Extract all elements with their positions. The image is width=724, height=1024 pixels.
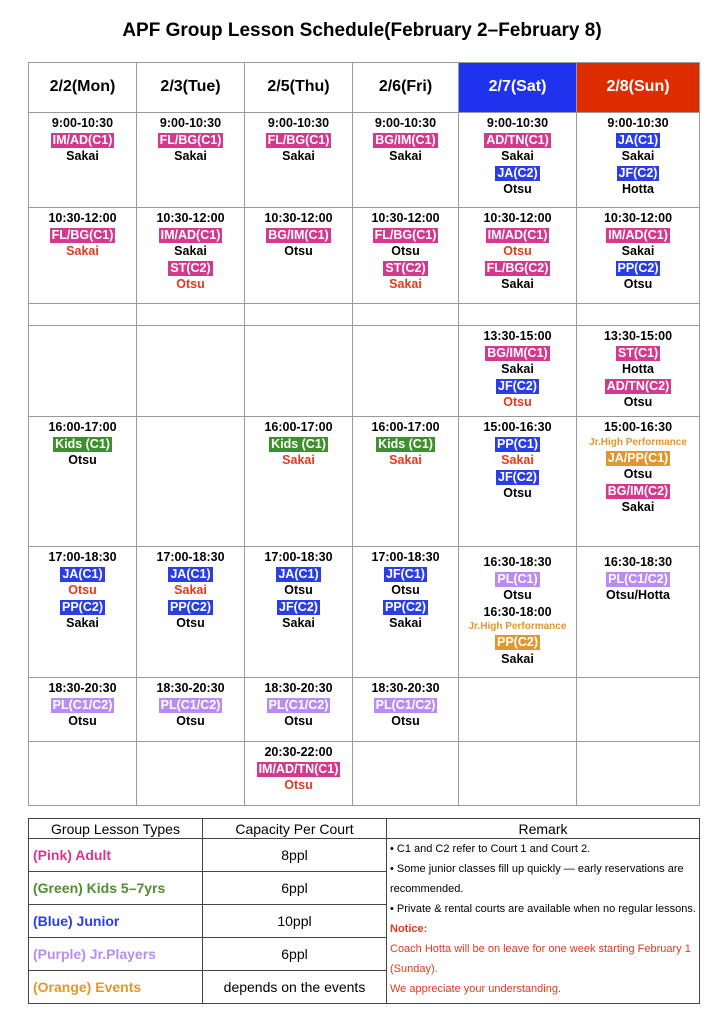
lesson-group	[29, 132, 136, 149]
lesson-group-tag: PL(C1/C2)	[160, 697, 221, 712]
schedule-cell	[245, 417, 353, 547]
lesson-sublabel: Jr.High Performance	[589, 436, 687, 448]
coach-name: Otsu	[284, 244, 313, 258]
schedule-row	[29, 208, 700, 304]
schedule-cell	[459, 208, 577, 304]
coach-name: Sakai	[66, 616, 99, 630]
coach-name: Sakai	[621, 244, 655, 258]
schedule-cell	[245, 678, 353, 742]
lesson-group	[577, 260, 699, 277]
lesson-time: 15:00-16:30	[483, 420, 552, 434]
schedule-cell	[29, 304, 137, 326]
schedule-cell	[353, 304, 459, 326]
schedule-cell	[353, 417, 459, 547]
lesson-group	[459, 634, 576, 651]
schedule-row	[29, 678, 700, 742]
coach-name: Sakai	[389, 149, 422, 163]
lesson-time: 9:00-10:30	[159, 116, 222, 130]
lesson-group-tag: PL(C1/C2)	[608, 571, 668, 586]
schedule-cell	[459, 678, 577, 742]
day-header-sun: 2/8(Sun)	[577, 63, 700, 113]
coach-name: Sakai	[174, 244, 207, 258]
lesson-group-tag: PP(C2)	[497, 635, 538, 649]
lesson-group-tag: BG/IM(C1)	[375, 132, 436, 147]
schedule-body	[29, 113, 700, 806]
lesson-group	[137, 132, 244, 149]
lesson-group	[137, 599, 244, 616]
lesson-group	[245, 599, 352, 616]
schedule-cell	[29, 742, 137, 806]
schedule-cell	[245, 326, 353, 417]
lesson-group-tag: Kids (C1)	[271, 436, 326, 451]
lesson-group	[353, 599, 458, 616]
coach-name: Otsu	[176, 616, 205, 630]
lesson-group	[459, 469, 576, 486]
lesson-group-tag: BG/IM(C2)	[607, 483, 669, 498]
lesson-group	[577, 227, 699, 244]
lesson-time: 17:00-18:30	[48, 550, 117, 564]
lesson-group	[137, 260, 244, 277]
legend-type-label: (Purple) Jr.Players	[29, 938, 203, 971]
lesson-group-tag: PP(C2)	[170, 599, 211, 614]
schedule-cell	[29, 113, 137, 208]
lesson-group	[459, 378, 576, 395]
coach-name: Otsu	[68, 714, 97, 728]
lesson-group	[245, 761, 352, 778]
coach-name: Otsu	[391, 583, 420, 597]
lesson-time: 16:00-17:00	[48, 420, 117, 434]
lesson-time: 13:30-15:00	[603, 329, 673, 343]
legend-capacity: 8ppl	[203, 839, 387, 872]
schedule-cell	[245, 742, 353, 806]
lesson-group	[245, 566, 352, 583]
lesson-group-tag: PL(C1/C2)	[52, 697, 113, 712]
lesson-group-tag: ST(C1)	[617, 345, 659, 360]
lesson-group-tag: PL(C1)	[497, 571, 538, 586]
schedule-row	[29, 547, 700, 678]
coach-name: Otsu	[623, 277, 653, 291]
lesson-time: 10:30-12:00	[483, 211, 552, 225]
schedule-cell	[137, 304, 245, 326]
lesson-group	[245, 697, 352, 714]
coach-name: Otsu/Hotta	[606, 588, 670, 602]
lesson-time: 10:30-12:00	[371, 211, 440, 225]
coach-name: Otsu	[623, 395, 653, 409]
lesson-group-tag: JF(C1)	[386, 566, 425, 581]
coach-name: Sakai	[282, 149, 315, 163]
lesson-time: 16:30-18:30	[603, 555, 673, 569]
notice-title: Notice:	[390, 923, 428, 935]
lesson-group-tag: PP(C2)	[385, 599, 426, 614]
schedule-cell	[29, 678, 137, 742]
lesson-group	[459, 132, 576, 149]
lesson-group-tag: JF(C2)	[279, 599, 318, 614]
lesson-group	[459, 165, 576, 182]
legend-type-label: (Orange) Events	[29, 971, 203, 1004]
schedule-row	[29, 742, 700, 806]
coach-name: Otsu	[503, 182, 532, 196]
schedule-cell	[245, 208, 353, 304]
schedule-cell	[577, 326, 700, 417]
coach-name: Otsu	[68, 583, 97, 597]
coach-name: Sakai	[66, 244, 99, 258]
lesson-group	[577, 571, 699, 588]
lesson-group-tag: JF(C2)	[498, 469, 537, 484]
lesson-group-tag: JA(C2)	[497, 165, 538, 180]
lesson-group-tag: JA/PP(C1)	[607, 450, 669, 465]
lesson-time: 9:00-10:30	[51, 116, 114, 130]
lesson-group	[577, 165, 699, 182]
lesson-group	[577, 483, 699, 500]
coach-name: Sakai	[282, 453, 315, 467]
coach-name: Sakai	[501, 453, 534, 467]
schedule-cell	[353, 326, 459, 417]
legend-capacity: depends on the events	[203, 971, 387, 1004]
lesson-group	[459, 260, 576, 277]
lesson-group	[29, 566, 136, 583]
schedule-row	[29, 326, 700, 417]
lesson-group-tag: PP(C1)	[497, 436, 538, 451]
day-header-sat: 2/7(Sat)	[459, 63, 577, 113]
schedule-cell	[353, 208, 459, 304]
lesson-group-tag: JA(C1)	[62, 566, 103, 581]
lesson-time: 18:30-20:30	[264, 681, 333, 695]
coach-name: Otsu	[176, 277, 205, 291]
lesson-time: 10:30-12:00	[603, 211, 673, 225]
lesson-group	[29, 697, 136, 714]
coach-name: Sakai	[389, 277, 422, 291]
schedule-cell	[353, 678, 459, 742]
lesson-group	[29, 436, 136, 453]
legend-capacity: 6ppl	[203, 938, 387, 971]
lesson-group-tag: IM/AD(C1)	[608, 227, 668, 242]
day-header-mon: 2/2(Mon)	[29, 63, 137, 113]
lesson-time: 15:00-16:30	[603, 420, 673, 434]
lesson-group-tag: IM/AD(C1)	[160, 227, 221, 242]
lesson-group-tag: Kids (C1)	[378, 436, 433, 451]
lesson-group	[577, 450, 699, 467]
day-header-tue: 2/3(Tue)	[137, 63, 245, 113]
coach-name: Sakai	[174, 583, 207, 597]
lesson-sublabel: Jr.High Performance	[468, 621, 567, 632]
lesson-time: 9:00-10:30	[267, 116, 330, 130]
coach-name: Sakai	[501, 362, 534, 376]
legend-header-types: Group Lesson Types	[29, 819, 203, 839]
lesson-group-tag: JF(C2)	[618, 165, 658, 180]
lesson-group-tag: FL/BG(C2)	[486, 260, 549, 275]
legend-type-label: (Blue) Junior	[29, 905, 203, 938]
remark-line: • Private & rental courts are available when no regular lessons.	[390, 903, 696, 915]
lesson-group	[577, 345, 699, 362]
remark-line: • C1 and C2 refer to Court 1 and Court 2.	[390, 843, 591, 855]
lesson-group-tag: PP(C2)	[617, 260, 659, 275]
lesson-group-tag: PL(C1/C2)	[375, 697, 436, 712]
coach-name: Otsu	[503, 244, 532, 258]
lesson-group	[29, 227, 136, 244]
notice-line: Coach Hotta will be on leave for one week starting February 1 (Sunday).	[390, 943, 691, 975]
lesson-time: 13:30-15:00	[483, 329, 552, 343]
schedule-cell	[245, 304, 353, 326]
schedule-cell	[353, 742, 459, 806]
schedule-cell	[577, 678, 700, 742]
lesson-group-tag: JF(C2)	[498, 378, 537, 393]
lesson-group-tag: FL/BG(C1)	[159, 132, 222, 147]
schedule-cell	[577, 547, 700, 678]
lesson-group-tag: IM/AD(C1)	[52, 132, 113, 147]
coach-name: Hotta	[622, 182, 654, 196]
day-header-row	[29, 63, 700, 113]
coach-name: Otsu	[284, 778, 313, 792]
lesson-group	[577, 132, 699, 149]
coach-name: Sakai	[501, 651, 534, 666]
schedule-cell	[577, 113, 700, 208]
notice-line: We appreciate your understanding.	[390, 983, 562, 995]
schedule-cell	[577, 417, 700, 547]
lesson-time: 17:00-18:30	[264, 550, 333, 564]
schedule-cell	[245, 547, 353, 678]
lesson-group-tag: FL/BG(C1)	[267, 132, 330, 147]
lesson-group	[137, 227, 244, 244]
legend-table	[28, 818, 700, 1004]
lesson-group	[245, 436, 352, 453]
schedule-row	[29, 417, 700, 547]
lesson-time: 9:00-10:30	[607, 116, 669, 130]
lesson-time: 10:30-12:00	[156, 211, 225, 225]
lesson-group-tag: BG/IM(C1)	[268, 227, 329, 242]
lesson-group	[353, 260, 458, 277]
lesson-group-tag: JA(C1)	[617, 132, 659, 147]
schedule-cell	[459, 326, 577, 417]
lesson-group-tag: ST(C2)	[170, 260, 211, 275]
legend-header-remark: Remark	[387, 819, 700, 839]
lesson-group-tag: JA(C1)	[170, 566, 211, 581]
lesson-group-tag: FL/BG(C1)	[51, 227, 114, 242]
legend-header-capacity: Capacity Per Court	[203, 819, 387, 839]
legend-type-label: (Green) Kids 5–7yrs	[29, 872, 203, 905]
lesson-group	[353, 697, 458, 714]
schedule-cell	[137, 113, 245, 208]
coach-name: Sakai	[501, 149, 534, 163]
schedule-table	[28, 62, 700, 806]
lesson-group-tag: FL/BG(C1)	[374, 227, 437, 242]
schedule-cell	[577, 304, 700, 326]
lesson-group-tag: AD/TN(C2)	[606, 378, 670, 393]
schedule-cell	[29, 208, 137, 304]
coach-name: Otsu	[284, 714, 313, 728]
lesson-time: 16:30-18:00	[483, 604, 552, 619]
coach-name: Otsu	[176, 714, 205, 728]
coach-name: Sakai	[621, 500, 655, 514]
lesson-group	[459, 436, 576, 453]
legend-header-row	[29, 819, 700, 839]
schedule-cell	[137, 547, 245, 678]
coach-name: Sakai	[501, 277, 534, 291]
schedule-cell	[353, 113, 459, 208]
schedule-cell	[577, 742, 700, 806]
schedule-cell	[137, 208, 245, 304]
lesson-group	[577, 378, 699, 395]
lesson-time: 10:30-12:00	[48, 211, 117, 225]
lesson-group-tag: BG/IM(C1)	[487, 345, 548, 360]
day-header-fri: 2/6(Fri)	[353, 63, 459, 113]
schedule-row	[29, 113, 700, 208]
lesson-time: 20:30-22:00	[264, 745, 333, 759]
lesson-group	[459, 571, 576, 588]
schedule-cell	[29, 417, 137, 547]
lesson-group	[353, 132, 458, 149]
coach-name: Otsu	[503, 395, 532, 409]
lesson-time: 9:00-10:30	[486, 116, 549, 130]
lesson-group-tag: PL(C1/C2)	[268, 697, 329, 712]
day-header-thu: 2/5(Thu)	[245, 63, 353, 113]
lesson-time: 16:30-18:30	[483, 555, 552, 569]
legend-type-label: (Pink) Adult	[29, 839, 203, 872]
lesson-group-tag: IM/AD(C1)	[487, 227, 548, 242]
legend-capacity: 6ppl	[203, 872, 387, 905]
coach-name: Otsu	[503, 486, 532, 500]
lesson-time: 17:00-18:30	[371, 550, 440, 564]
lesson-group-tag: Kids (C1)	[55, 436, 110, 451]
schedule-cell	[137, 417, 245, 547]
coach-name: Sakai	[389, 616, 422, 630]
lesson-time: 18:30-20:30	[371, 681, 440, 695]
remark-line: • Some junior classes fill up quickly — early reservations are recommended.	[390, 863, 684, 895]
schedule-cell	[459, 417, 577, 547]
legend-row	[29, 839, 700, 872]
schedule-cell	[245, 113, 353, 208]
schedule-cell	[459, 113, 577, 208]
coach-name: Otsu	[284, 583, 313, 597]
coach-name: Otsu	[391, 714, 420, 728]
schedule-row	[29, 304, 700, 326]
lesson-time: 18:30-20:30	[48, 681, 117, 695]
lesson-group	[137, 566, 244, 583]
lesson-group	[137, 697, 244, 714]
schedule-cell	[459, 304, 577, 326]
lesson-group	[353, 436, 458, 453]
coach-name: Otsu	[68, 453, 97, 467]
lesson-group-tag: PP(C2)	[62, 599, 103, 614]
coach-name: Sakai	[174, 149, 207, 163]
schedule-cell	[577, 208, 700, 304]
lesson-group	[245, 132, 352, 149]
lesson-time: 16:00-17:00	[371, 420, 440, 434]
lesson-group	[353, 566, 458, 583]
lesson-group	[29, 599, 136, 616]
schedule-cell	[29, 326, 137, 417]
schedule-cell	[353, 547, 459, 678]
coach-name: Otsu	[503, 588, 532, 602]
lesson-time: 18:30-20:30	[156, 681, 225, 695]
coach-name: Sakai	[66, 149, 99, 163]
lesson-time: 9:00-10:30	[374, 116, 437, 130]
schedule-cell	[459, 742, 577, 806]
lesson-group	[245, 227, 352, 244]
coach-name: Sakai	[389, 453, 422, 467]
lesson-time: 16:00-17:00	[264, 420, 333, 434]
schedule-cell	[29, 547, 137, 678]
legend-capacity: 10ppl	[203, 905, 387, 938]
lesson-group-tag: ST(C2)	[385, 260, 426, 275]
lesson-group-tag: AD/TN(C1)	[486, 132, 549, 147]
lesson-group	[459, 227, 576, 244]
coach-name: Sakai	[282, 616, 315, 630]
schedule-cell	[137, 742, 245, 806]
lesson-group	[459, 345, 576, 362]
coach-name: Otsu	[391, 244, 420, 258]
coach-name: Sakai	[621, 149, 655, 163]
coach-name: Otsu	[623, 467, 653, 481]
schedule-cell	[459, 547, 577, 678]
lesson-time: 10:30-12:00	[264, 211, 333, 225]
lesson-group	[353, 227, 458, 244]
lesson-time: 17:00-18:30	[156, 550, 225, 564]
schedule-cell	[137, 326, 245, 417]
coach-name: Hotta	[622, 362, 654, 376]
page-title: APF Group Lesson Schedule(February 2–February 8)	[122, 20, 602, 41]
schedule-cell	[137, 678, 245, 742]
legend-remark-cell	[387, 839, 700, 1004]
lesson-group-tag: IM/AD/TN(C1)	[258, 761, 339, 776]
lesson-group-tag: JA(C1)	[278, 566, 319, 581]
